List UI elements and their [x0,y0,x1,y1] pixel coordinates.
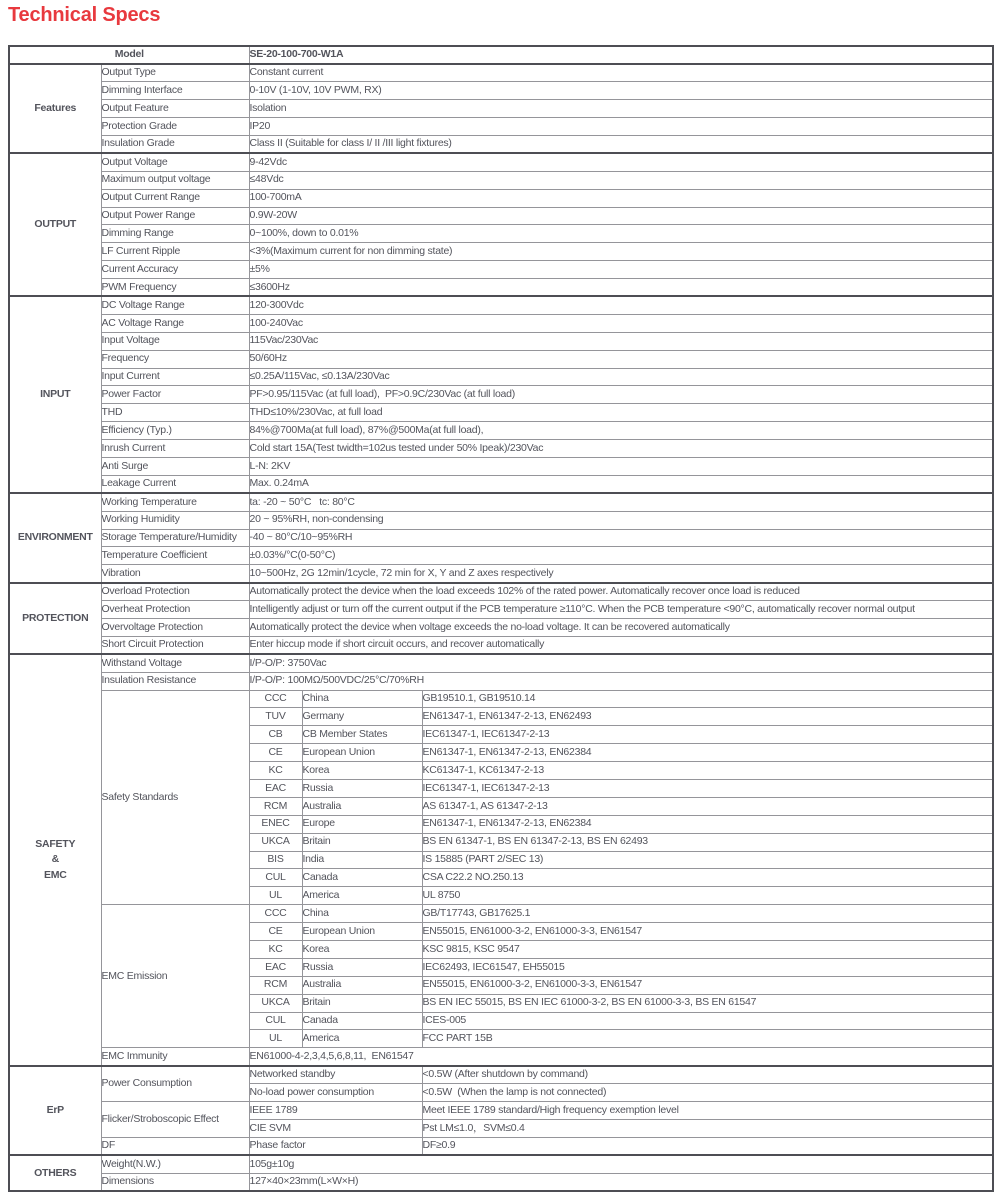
section-label-cell [9,153,101,296]
model-row [9,46,993,64]
spec-name-cell: Output Power Range [101,207,249,225]
spec-name-cell: THD [101,404,249,422]
cert-code-cell: EAC [249,780,302,798]
table-row [9,672,993,690]
spec-name-cell: Power Factor [101,386,249,404]
table-row [9,64,993,82]
table-row [9,100,993,118]
section-label-line: PROTECTION [22,611,89,624]
spec-value-cell: Automatically protect the device when voltage exceeds the no-load voltage. It can be recovered automatically [249,619,993,637]
table-row [9,440,993,458]
table-row [9,135,993,153]
sub-value-cell: <0.5W (After shutdown by command) [422,1066,993,1084]
specs-table [8,45,994,1192]
spec-name-cell: Input Current [101,368,249,386]
cert-region-cell: European Union [302,923,422,941]
spec-name-cell: Dimming Range [101,225,249,243]
section-label-line: OTHERS [34,1166,77,1179]
spec-name-cell: Leakage Current [101,475,249,493]
table-row [9,511,993,529]
spec-name-cell: Maximum output voltage [101,171,249,189]
cert-region-cell: America [302,1030,422,1048]
spec-name-cell: Overvoltage Protection [101,619,249,637]
section-label-line: & [51,853,59,866]
cert-code-cell: CE [249,923,302,941]
section-label-line: ErP [46,1103,64,1116]
cert-code-cell: CE [249,744,302,762]
sub-value-cell: Pst LM≤1.0，SVM≤0.4 [422,1119,993,1137]
spec-value-cell: I/P-O/P: 100MΩ/500VDC/25°C/70%RH [249,672,993,690]
table-row [9,1137,993,1155]
table-row [9,1173,993,1191]
cert-standards-cell: EN55015, EN61000-3-2, EN61000-3-3, EN61547 [422,976,993,994]
table-row [9,261,993,279]
table-row [9,1066,993,1084]
spec-name-cell: Overheat Protection [101,601,249,619]
spec-value-cell: IP20 [249,118,993,136]
cert-region-cell: China [302,905,422,923]
cert-region-cell: China [302,690,422,708]
table-row [9,565,993,583]
cert-region-cell: Australia [302,976,422,994]
spec-name-cell: Working Temperature [101,493,249,511]
cert-code-cell: RCM [249,797,302,815]
cert-standards-cell: GB/T17743, GB17625.1 [422,905,993,923]
table-row [9,386,993,404]
table-row [9,619,993,637]
section-label-line: ENVIRONMENT [17,531,93,544]
spec-name-cell: DC Voltage Range [101,296,249,314]
spec-name-cell: LF Current Ripple [101,243,249,261]
sub-name-cell: IEEE 1789 [249,1102,422,1120]
spec-name-cell: Withstand Voltage [101,654,249,672]
section-label-line: Features [34,102,77,114]
spec-name-cell: Frequency [101,350,249,368]
cert-region-cell: America [302,887,422,905]
section-label-cell [9,296,101,493]
table-row [9,457,993,475]
cert-code-cell: CCC [249,905,302,923]
cert-region-cell: India [302,851,422,869]
table-row [9,493,993,511]
spec-name-cell: Output Voltage [101,153,249,171]
spec-value-cell: 100-700mA [249,189,993,207]
spec-name-cell: Input Voltage [101,332,249,350]
spec-value-cell: Constant current [249,64,993,82]
table-row [9,654,993,672]
cert-standards-cell: ICES-005 [422,1012,993,1030]
cert-standards-cell: IEC62493, IEC61547, EH55015 [422,958,993,976]
cert-standards-cell: KC61347-1, KC61347-2-13 [422,762,993,780]
cert-standards-cell: GB19510.1, GB19510.14 [422,690,993,708]
spec-value-cell: 100-240Vac [249,314,993,332]
spec-value-cell: THD≤10%/230Vac, at full load [249,404,993,422]
sub-value-cell: Meet IEEE 1789 standard/High frequency exemption level [422,1102,993,1120]
cert-code-cell: KC [249,941,302,959]
table-row [9,314,993,332]
spec-value-cell: Automatically protect the device when the load exceeds 102% of the rated power. Automatically recover once load is reduced [249,583,993,601]
section-label-line: EMC [43,868,67,881]
spec-value-cell: 0.9W-20W [249,207,993,225]
cert-code-cell: KC [249,762,302,780]
cert-region-cell: Russia [302,958,422,976]
spec-value-cell: EN61000-4-2,3,4,5,6,8,11, EN61547 [249,1048,993,1066]
spec-name-cell: Inrush Current [101,440,249,458]
cert-code-cell: UL [249,887,302,905]
spec-name-cell: Current Accuracy [101,261,249,279]
spec-name-cell: Dimensions [101,1173,249,1191]
spec-name-cell: Output Feature [101,100,249,118]
cert-standards-cell: AS 61347-1, AS 61347-2-13 [422,797,993,815]
table-row [9,475,993,493]
table-row [9,368,993,386]
table-row [9,422,993,440]
cert-standards-cell: BS EN 61347-1, BS EN 61347-2-13, BS EN 62493 [422,833,993,851]
spec-value-cell: L-N: 2KV [249,457,993,475]
cert-region-cell: Britain [302,994,422,1012]
spec-name-cell: EMC Emission [101,905,249,1048]
table-row [9,153,993,171]
cert-region-cell: Korea [302,762,422,780]
table-row [9,225,993,243]
spec-name-cell: Vibration [101,565,249,583]
cert-code-cell: ENEC [249,815,302,833]
table-row [9,529,993,547]
spec-value-cell: Enter hiccup mode if short circuit occurs, and recover automatically [249,636,993,654]
cert-region-cell: Canada [302,1012,422,1030]
spec-name-cell: Overload Protection [101,583,249,601]
section-label-cell [9,64,101,153]
cert-standards-cell: UL 8750 [422,887,993,905]
spec-name-cell: Output Current Range [101,189,249,207]
table-row [9,583,993,601]
cert-region-cell: CB Member States [302,726,422,744]
cert-code-cell: UKCA [249,833,302,851]
table-row [9,243,993,261]
cert-standards-cell: FCC PART 15B [422,1030,993,1048]
spec-name-cell: Insulation Resistance [101,672,249,690]
cert-standards-cell: KSC 9815, KSC 9547 [422,941,993,959]
table-row [9,82,993,100]
spec-name-cell: Working Humidity [101,511,249,529]
cert-standards-cell: BS EN IEC 55015, BS EN IEC 61000-3-2, BS EN 61000-3-3, BS EN 61547 [422,994,993,1012]
spec-value-cell: 9-42Vdc [249,153,993,171]
spec-name-cell: Anti Surge [101,457,249,475]
spec-value-cell: Isolation [249,100,993,118]
table-row [9,279,993,297]
spec-value-cell: ±0.03%/°C(0-50°C) [249,547,993,565]
spec-value-cell: Max. 0.24mA [249,475,993,493]
sub-name-cell: No-load power consumption [249,1084,422,1102]
model-value-cell: SE-20-100-700-W1A [249,46,993,64]
section-label-line: OUTPUT [34,218,77,231]
cert-standards-cell: EN61347-1, EN61347-2-13, EN62493 [422,708,993,726]
cert-code-cell: CB [249,726,302,744]
spec-value-cell: ±5% [249,261,993,279]
section-label-cell [9,1066,101,1155]
spec-name-cell: Output Type [101,64,249,82]
spec-value-cell: ≤48Vdc [249,171,993,189]
spec-value-cell: <3%(Maximum current for non dimming state) [249,243,993,261]
spec-value-cell: 10~500Hz, 2G 12min/1cycle, 72 min for X, Y and Z axes respectively [249,565,993,583]
cert-standards-cell: CSA C22.2 NO.250.13 [422,869,993,887]
spec-value-cell: 0-10V (1-10V, 10V PWM, RX) [249,82,993,100]
spec-name-cell: Insulation Grade [101,135,249,153]
cert-standards-cell: EN61347-1, EN61347-2-13, EN62384 [422,815,993,833]
table-row [9,118,993,136]
table-row [9,636,993,654]
table-row [9,171,993,189]
spec-value-cell: 120-300Vdc [249,296,993,314]
spec-value-cell: -40 ~ 80°C/10~95%RH [249,529,993,547]
spec-value-cell: 50/60Hz [249,350,993,368]
table-row [9,296,993,314]
table-row [9,1048,993,1066]
cert-code-cell: EAC [249,958,302,976]
section-label-cell [9,1155,101,1191]
spec-value-cell: 115Vac/230Vac [249,332,993,350]
spec-value-cell: ≤0.25A/115Vac, ≤0.13A/230Vac [249,368,993,386]
cert-standards-cell: EN55015, EN61000-3-2, EN61000-3-3, EN61547 [422,923,993,941]
spec-value-cell: 0~100%, down to 0.01% [249,225,993,243]
section-label-line: INPUT [40,388,71,401]
spec-value-cell: Intelligently adjust or turn off the current output if the PCB temperature ≥110°C. When the PCB temperature <90°C, automatically recover normal output [249,601,993,619]
cert-code-cell: CCC [249,690,302,708]
section-label-cell [9,654,101,1065]
model-label-cell: Model [9,46,249,64]
sub-value-cell: <0.5W (When the lamp is not connected) [422,1084,993,1102]
spec-name-cell: PWM Frequency [101,279,249,297]
cert-region-cell: Korea [302,941,422,959]
section-label-line: SAFETY [35,838,76,851]
cert-code-cell: CUL [249,1012,302,1030]
table-row [9,547,993,565]
cert-code-cell: CUL [249,869,302,887]
table-row [9,207,993,225]
table-row [9,1102,993,1120]
sub-name-cell: CIE SVM [249,1119,422,1137]
sub-value-cell: DF≥0.9 [422,1137,993,1155]
spec-name-cell: Weight(N.W.) [101,1155,249,1173]
cert-region-cell: European Union [302,744,422,762]
spec-name-cell: Protection Grade [101,118,249,136]
spec-value-cell: ta: -20 ~ 50°C tc: 80°C [249,493,993,511]
spec-name-cell: Short Circuit Protection [101,636,249,654]
cert-code-cell: UKCA [249,994,302,1012]
table-row [9,601,993,619]
cert-region-cell: Russia [302,780,422,798]
cert-code-cell: UL [249,1030,302,1048]
table-row [9,332,993,350]
spec-value-cell: Cold start 15A(Test twidth=102us tested under 50% Ipeak)/230Vac [249,440,993,458]
spec-name-cell: Power Consumption [101,1066,249,1102]
spec-value-cell: 105g±10g [249,1155,993,1173]
cert-region-cell: Canada [302,869,422,887]
spec-name-cell: Flicker/Stroboscopic Effect [101,1102,249,1138]
cert-region-cell: Britain [302,833,422,851]
cert-standards-cell: IEC61347-1, IEC61347-2-13 [422,780,993,798]
table-row [9,189,993,207]
table-row [9,905,993,923]
section-label-cell [9,583,101,655]
spec-value-cell: Class II (Suitable for class I/ II /III light fixtures) [249,135,993,153]
cert-code-cell: TUV [249,708,302,726]
table-row [9,404,993,422]
spec-name-cell: Temperature Coefficient [101,547,249,565]
cert-standards-cell: EN61347-1, EN61347-2-13, EN62384 [422,744,993,762]
spec-value-cell: ≤3600Hz [249,279,993,297]
sub-name-cell: Networked standby [249,1066,422,1084]
sub-name-cell: Phase factor [249,1137,422,1155]
spec-value-cell: 127×40×23mm(L×W×H) [249,1173,993,1191]
table-row [9,350,993,368]
spec-value-cell: PF>0.95/115Vac (at full load), PF>0.9C/230Vac (at full load) [249,386,993,404]
spec-name-cell: DF [101,1137,249,1155]
cert-region-cell: Germany [302,708,422,726]
cert-standards-cell: IEC61347-1, IEC61347-2-13 [422,726,993,744]
spec-name-cell: EMC Immunity [101,1048,249,1066]
spec-name-cell: Dimming Interface [101,82,249,100]
spec-name-cell: Efficiency (Typ.) [101,422,249,440]
spec-name-cell: Safety Standards [101,690,249,905]
table-row [9,690,993,708]
spec-name-cell: AC Voltage Range [101,314,249,332]
spec-value-cell: 20 ~ 95%RH, non-condensing [249,511,993,529]
cert-code-cell: BIS [249,851,302,869]
cert-standards-cell: IS 15885 (PART 2/SEC 13) [422,851,993,869]
section-label-cell [9,493,101,582]
cert-region-cell: Europe [302,815,422,833]
spec-value-cell: I/P-O/P: 3750Vac [249,654,993,672]
table-row [9,1155,993,1173]
cert-code-cell: RCM [249,976,302,994]
spec-value-cell: 84%@700Ma(at full load), 87%@500Ma(at full load), [249,422,993,440]
cert-region-cell: Australia [302,797,422,815]
spec-name-cell: Storage Temperature/Humidity [101,529,249,547]
page-title: Technical Specs [8,4,161,26]
